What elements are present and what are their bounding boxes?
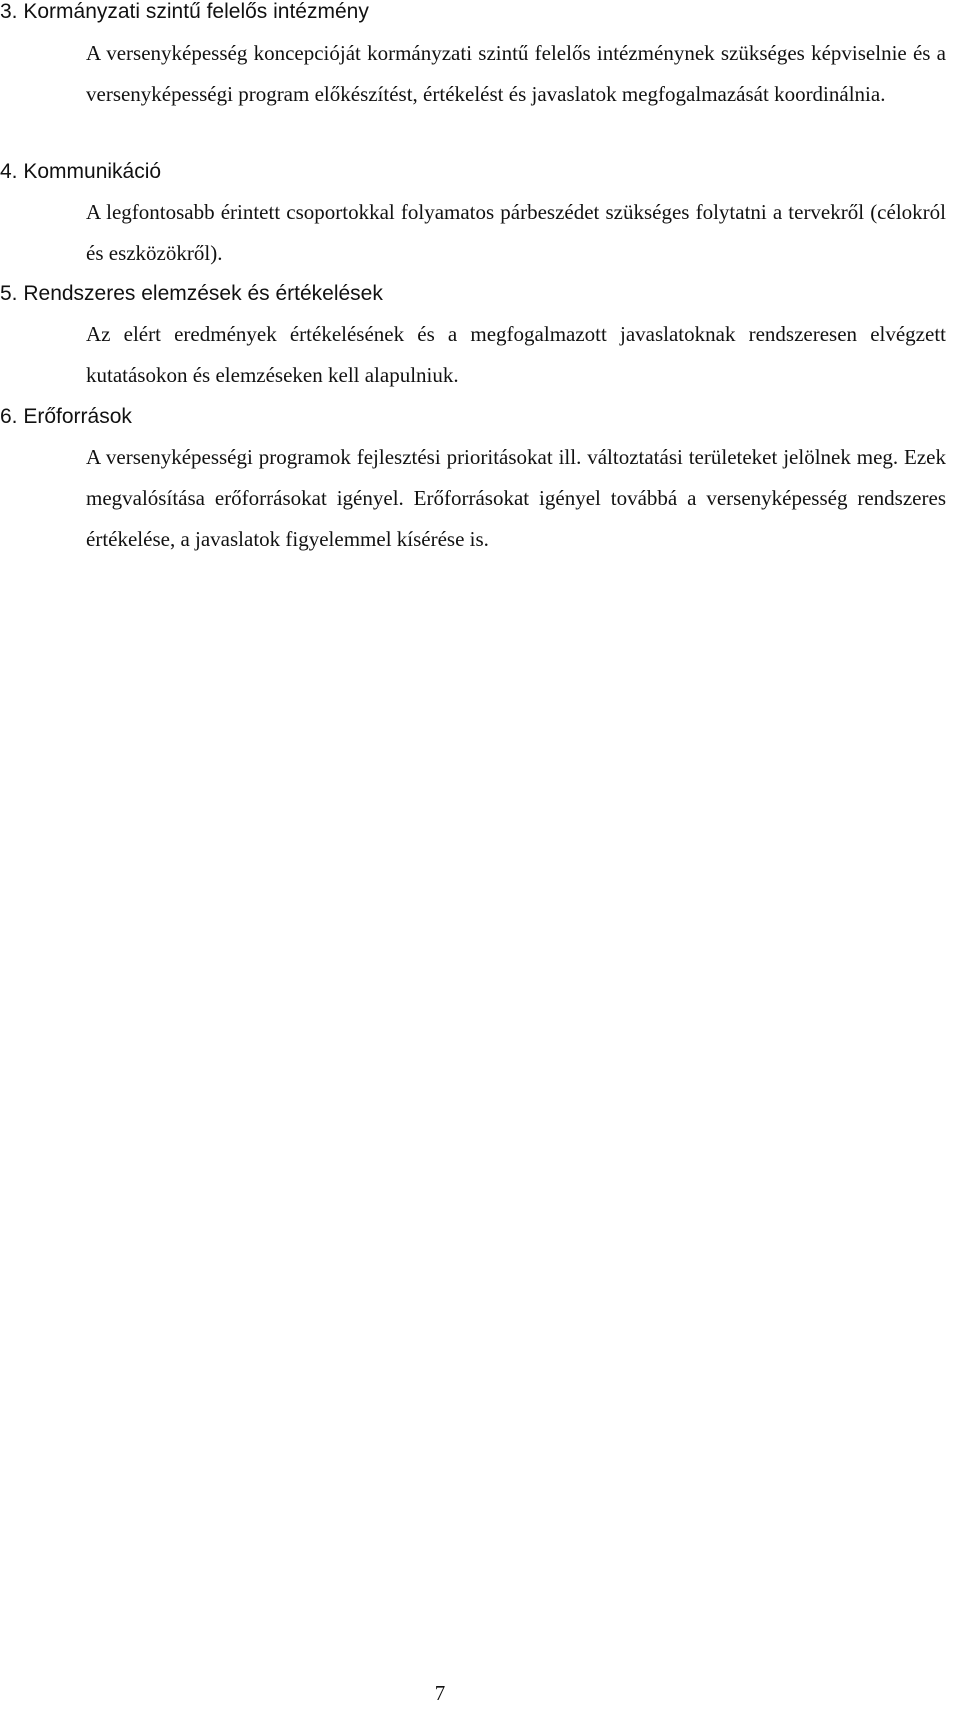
section-5-heading: 5. Rendszeres elemzések és értékelések [0, 282, 383, 305]
section-4-heading: 4. Kommunikáció [0, 160, 162, 183]
section-5-paragraph: Az elért eredmények értékelésének és a megfogalmazott javaslatoknak rendszeresen elvégzett kutatásokon és elemzéseken kell alapulniuk. [86, 322, 946, 387]
section-6-paragraph: A versenyképességi programok fejlesztési prioritásokat ill. változtatási területeket jelölnek meg. Ezek megvalósítása erőforrásokat igényel. Erőforrásokat igényel továbbá a versenyképesség rendszeres értékelése, a javaslatok figyelemmel kísérése is. [86, 445, 946, 551]
section-3-heading: 3. Kormányzati szintű felelős intézmény [0, 0, 369, 23]
section-6-heading: 6. Erőforrások [0, 405, 132, 428]
section-3-paragraph: A versenyképesség koncepcióját kormányzati szintű felelős intézménynek szükséges képviselnie és a versenyképességi program előkészítést, értékelést és javaslatok megfogalmazását koordinálnia. [86, 41, 946, 106]
page-number: 7 [434, 1681, 446, 1705]
section-4-paragraph: A legfontosabb érintett csoportokkal folyamatos párbeszédet szükséges folytatni a tervekről (célokról és eszközökről). [86, 200, 946, 265]
